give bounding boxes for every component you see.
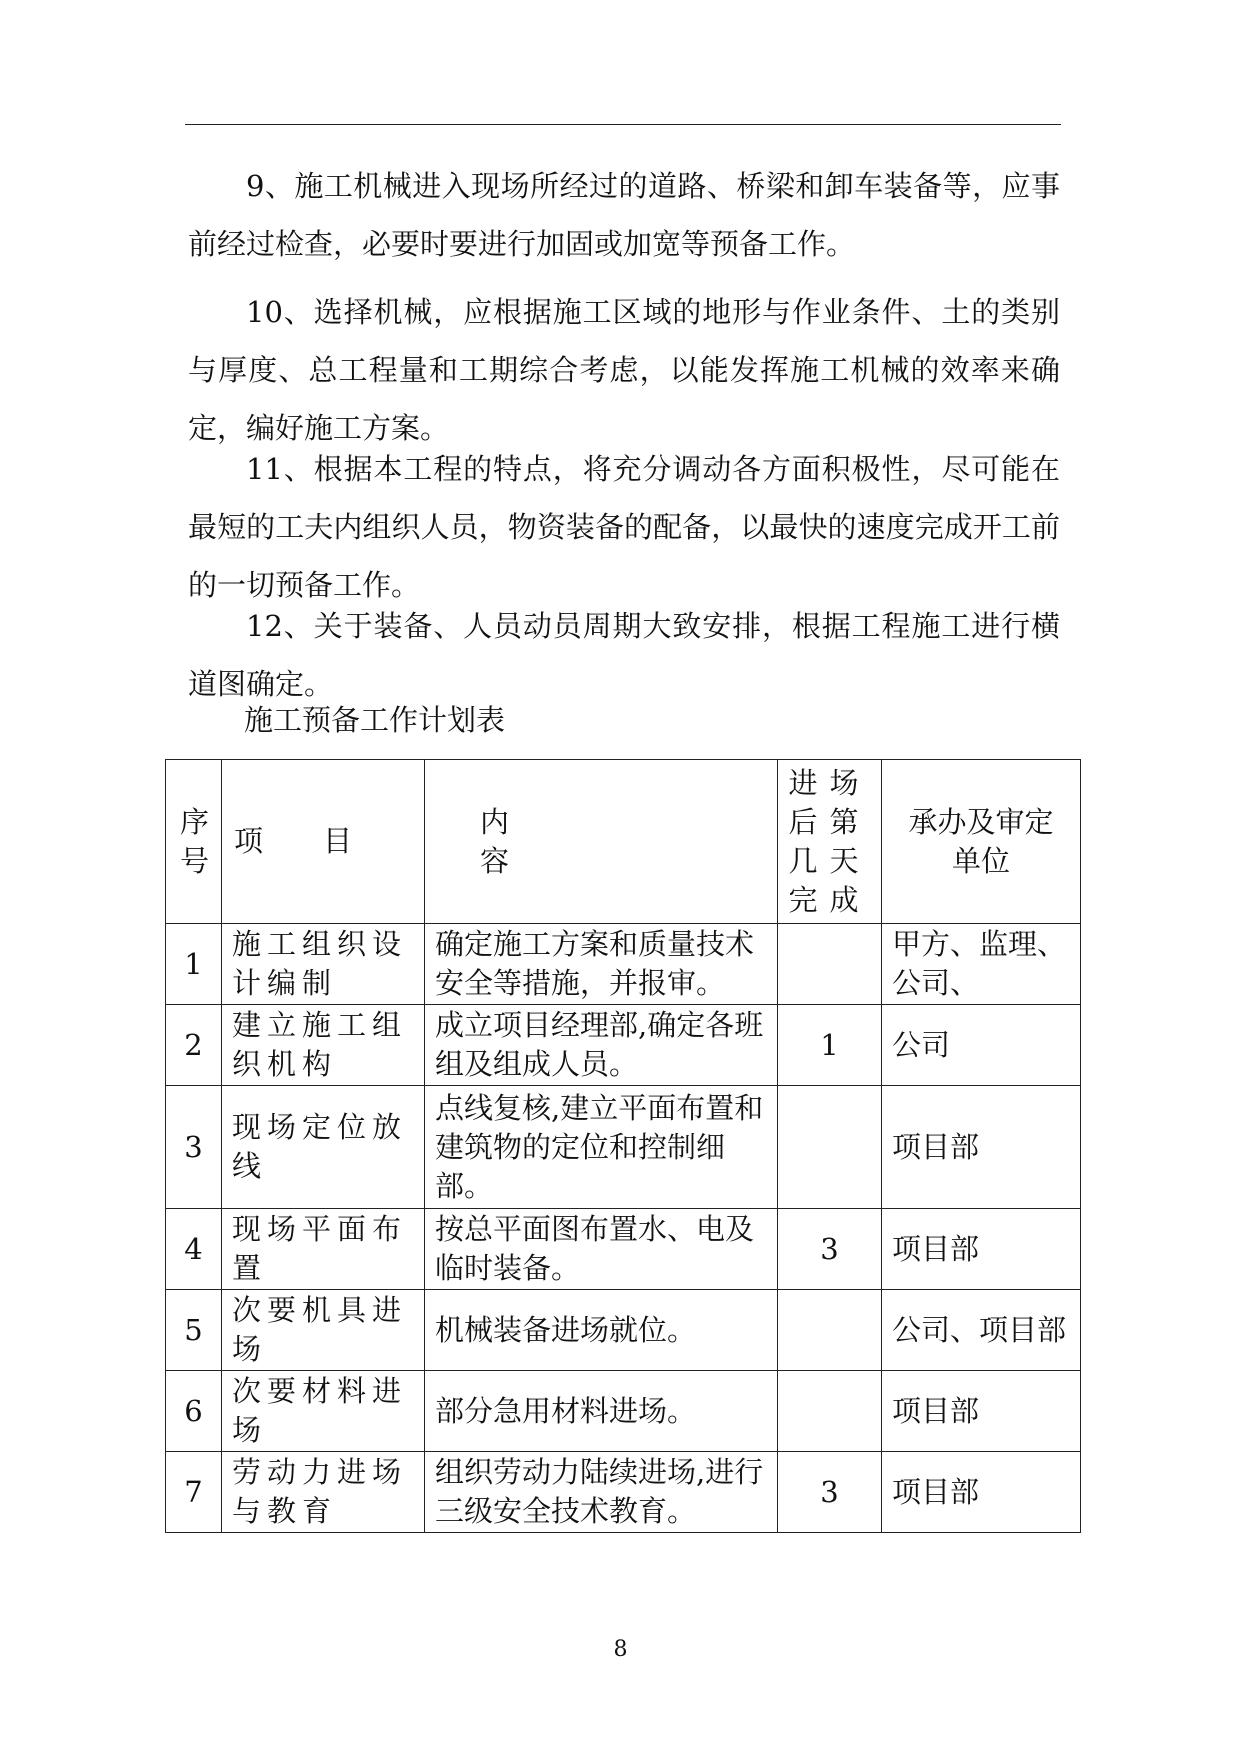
row-item: 建立施工组织机构	[222, 1005, 425, 1086]
row-content: 成立项目经理部,确定各班组及组成人员。	[425, 1005, 778, 1086]
row-content: 确定施工方案和质量技术安全等措施，并报审。	[425, 924, 778, 1005]
table-row	[166, 1371, 1081, 1452]
row-days: 3	[778, 1209, 882, 1290]
table-row	[166, 1290, 1081, 1371]
row-no: 7	[166, 1452, 222, 1533]
row-item: 劳动力进场与教育	[222, 1452, 425, 1533]
row-unit: 项目部	[882, 1371, 1081, 1452]
header-content: 内容	[425, 760, 778, 924]
row-days	[778, 924, 882, 1005]
row-unit: 公司、项目部	[882, 1290, 1081, 1371]
row-content: 点线复核,建立平面布置和建筑物的定位和控制细部。	[425, 1086, 778, 1209]
row-content: 机械装备进场就位。	[425, 1290, 778, 1371]
paragraph-12: 12、关于装备、人员动员周期大致安排，根据工程施工进行横道图确定。	[188, 609, 1060, 701]
row-no: 3	[166, 1086, 222, 1209]
row-unit: 项目部	[882, 1086, 1081, 1209]
row-no: 5	[166, 1290, 222, 1371]
header-no: 序号	[166, 760, 222, 924]
paragraph-10: 10、选择机械，应根据施工区域的地形与作业条件、土的类别与厚度、总工程量和工期综合考虑，以能发挥施工机械的效率来确定，编好施工方案。	[188, 295, 1060, 445]
table-caption: 施工预备工作计划表	[244, 703, 506, 737]
paragraph-9: 9、施工机械进入现场所经过的道路、桥梁和卸车装备等，应事前经过检查，必要时要进行加固或加宽等预备工作。	[188, 169, 1060, 261]
row-days	[778, 1290, 882, 1371]
header-item: 项目	[222, 760, 425, 924]
row-item: 现场平面布置	[222, 1209, 425, 1290]
row-days	[778, 1086, 882, 1209]
row-item: 次要材料进场	[222, 1371, 425, 1452]
header-rule	[185, 124, 1061, 125]
header-unit: 承办及审定单位	[882, 760, 1081, 924]
row-content: 按总平面图布置水、电及临时装备。	[425, 1209, 778, 1290]
row-unit: 公司	[882, 1005, 1081, 1086]
row-days: 3	[778, 1452, 882, 1533]
row-days	[778, 1371, 882, 1452]
row-item: 现场定位放线	[222, 1086, 425, 1209]
row-no: 6	[166, 1371, 222, 1452]
row-no: 1	[166, 924, 222, 1005]
row-unit: 项目部	[882, 1209, 1081, 1290]
row-content: 组织劳动力陆续进场,进行三级安全技术教育。	[425, 1452, 778, 1533]
table-row	[166, 1086, 1081, 1209]
table-header-row	[166, 760, 1081, 924]
row-item: 次要机具进场	[222, 1290, 425, 1371]
row-item: 施工组织设计编制	[222, 924, 425, 1005]
page-number: 8	[613, 1637, 628, 1662]
paragraph-11: 11、根据本工程的特点，将充分调动各方面积极性，尽可能在最短的工夫内组织人员，物资装备的配备，以最快的速度完成开工前的一切预备工作。	[188, 452, 1060, 602]
row-unit: 甲方、监理、公司、	[882, 924, 1081, 1005]
row-content: 部分急用材料进场。	[425, 1371, 778, 1452]
work-plan-table	[165, 759, 1081, 1533]
row-unit: 项目部	[882, 1452, 1081, 1533]
row-no: 4	[166, 1209, 222, 1290]
table-row	[166, 1452, 1081, 1533]
header-days: 进场后第几天完成	[778, 760, 882, 924]
table-row	[166, 1005, 1081, 1086]
table-row	[166, 924, 1081, 1005]
row-no: 2	[166, 1005, 222, 1086]
table-row	[166, 1209, 1081, 1290]
row-days: 1	[778, 1005, 882, 1086]
